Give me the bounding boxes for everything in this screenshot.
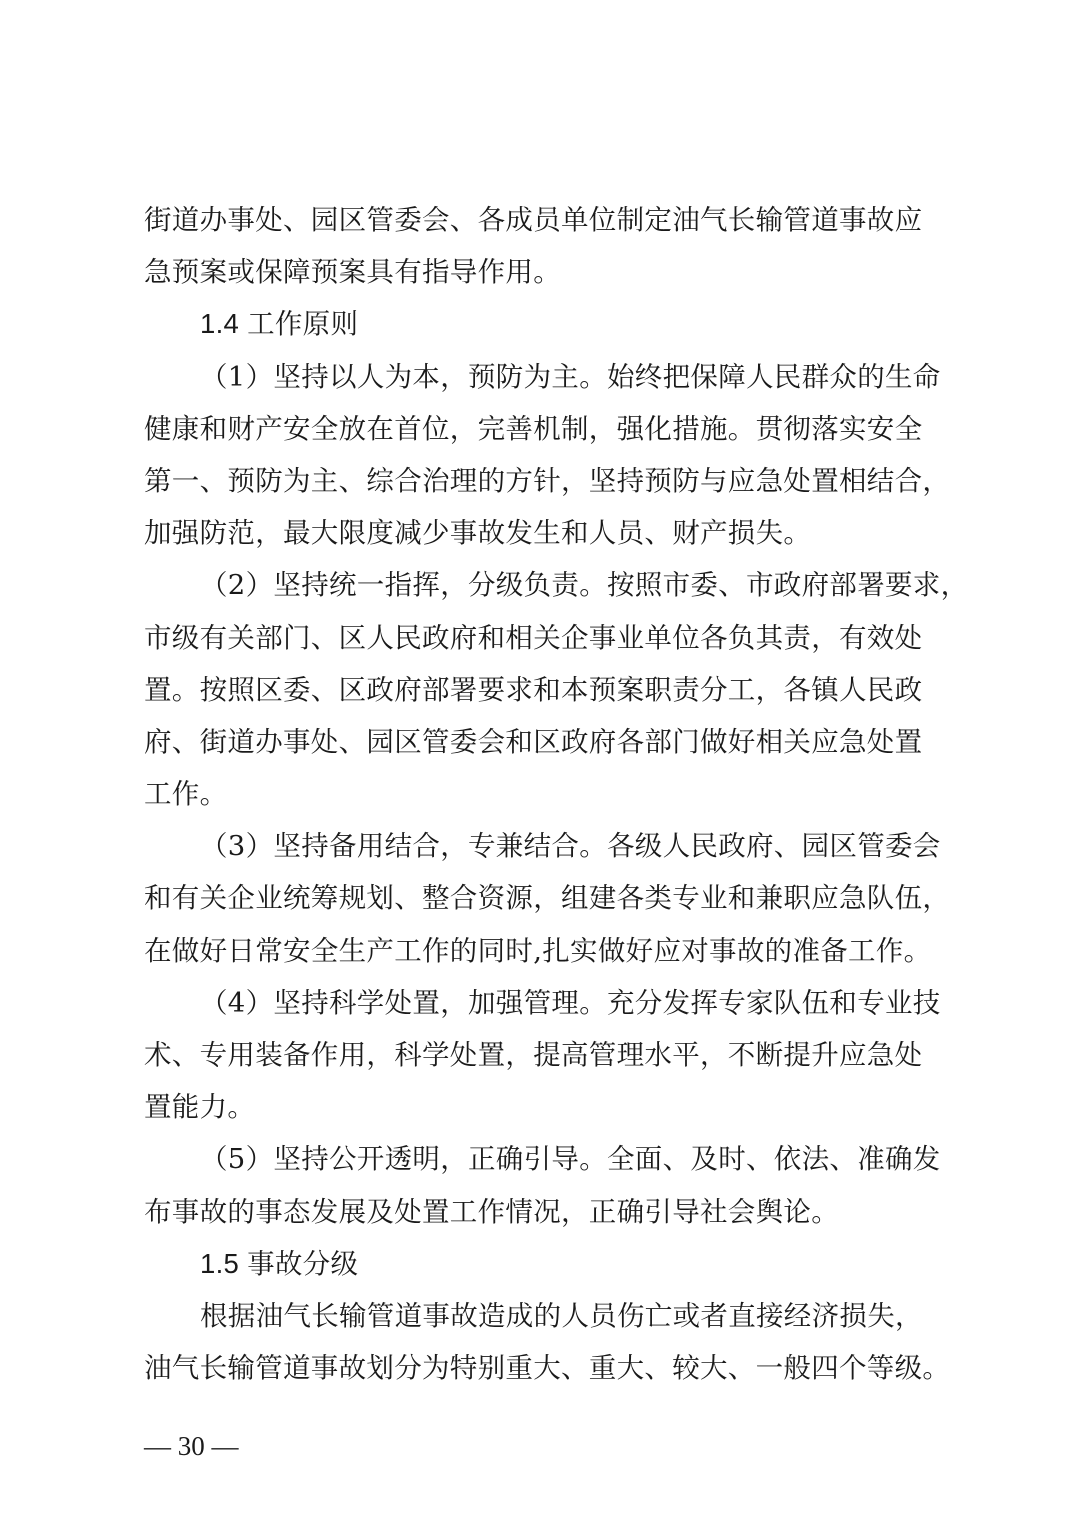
text-line: 市级有关部门、区人民政府和相关企事业单位各负其责，有效处: [144, 621, 923, 654]
page-number: — 30 —: [144, 1431, 239, 1461]
text-line: 布事故的事态发展及处置工作情况，正确引导社会舆论。: [144, 1195, 839, 1228]
text-line: 置能力。: [144, 1091, 256, 1124]
text-line: 急预案或保障预案具有指导作用。: [144, 256, 561, 289]
text-line: 和有关企业统筹规划、整合资源，组建各类专业和兼职应急队伍，: [144, 882, 951, 915]
text-line: 工作。: [144, 778, 228, 811]
section-heading-1-5: 1.5 事故分级: [200, 1247, 359, 1279]
document-body: [144, 194, 969, 1394]
principle-2-line: （2）坚持统一指挥，分级负责。按照市委、市政府部署要求，: [200, 569, 969, 602]
text-line: 根据油气长输管道事故造成的人员伤亡或者直接经济损失，: [200, 1299, 923, 1332]
text-line: 府、街道办事处、园区管委会和区政府各部门做好相关应急处置: [144, 725, 923, 758]
text-line: 第一、预防为主、综合治理的方针，坚持预防与应急处置相结合，: [144, 464, 951, 497]
text-line: 加强防范，最大限度减少事故发生和人员、财产损失。: [144, 517, 812, 550]
text-line: 在做好日常安全生产工作的同时,扎实做好应对事故的准备工作。: [144, 934, 932, 967]
text-line: 术、专用装备作用，科学处置，提高管理水平，不断提升应急处: [144, 1039, 923, 1071]
text-line: 街道办事处、园区管委会、各成员单位制定油气长输管道事故应: [144, 204, 923, 236]
text-line: 油气长输管道事故划分为特别重大、重大、较大、一般四个等级。: [144, 1352, 951, 1385]
principle-5-line: （5）坚持公开透明，正确引导。全面、及时、依法、准确发: [200, 1143, 941, 1176]
text-line: 置。按照区委、区政府部署要求和本预案职责分工，各镇人民政: [144, 673, 923, 706]
principle-1-line: （1）坚持以人为本，预防为主。始终把保障人民群众的生命: [200, 360, 941, 393]
principle-4-line: （4）坚持科学处置，加强管理。充分发挥专家队伍和专业技: [200, 986, 941, 1019]
text-line: 健康和财产安全放在首位，完善机制，强化措施。贯彻落实安全: [144, 412, 923, 445]
principle-3-line: （3）坚持备用结合，专兼结合。各级人民政府、园区管委会: [200, 830, 941, 863]
section-heading-1-4: 1.4 工作原则: [200, 308, 359, 340]
